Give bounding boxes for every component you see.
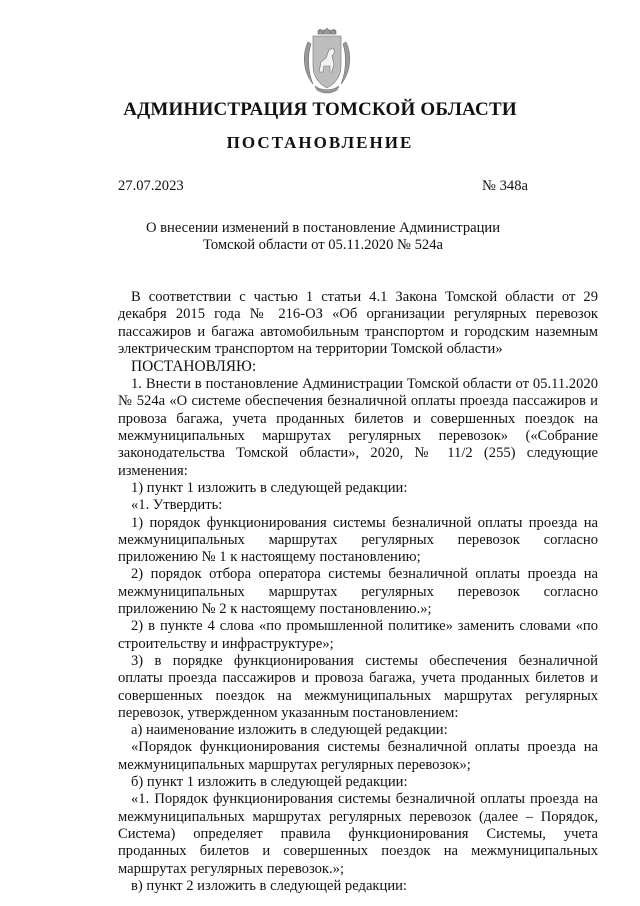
coat-of-arms-icon xyxy=(299,28,355,94)
body-paragraph: 1. Внести в постановление Администрации Томской области от 05.11.2020 № 524а «О системе обеспечения безналичной оплаты проезда пассажиров и провоза багажа, учета проданных билетов и совершенных поездок на межмуниципальных маршрутах регулярных перевозок» («Собрание законодательства Томской области», 2020, № 11/2 (255) следующие изменения: xyxy=(118,376,598,479)
organization-title: АДМИНИСТРАЦИЯ ТОМСКОЙ ОБЛАСТИ xyxy=(123,99,517,120)
body-paragraph: «1. Порядок функционирования системы безналичной оплаты проезда на межмуниципальных маршрутах регулярных перевозок (далее – Порядок, Система) определяет правила функционирования Системы, учета проданных билетов и совершенных поездок на межмуниципальных маршрутах регулярных перевозок.»; xyxy=(118,791,598,877)
document-number: № 348а xyxy=(482,178,528,194)
document-date: 27.07.2023 xyxy=(118,178,184,194)
body-paragraph: «1. Утвердить: xyxy=(131,497,223,514)
body-paragraph: 3) в порядке функционирования системы обеспечения безналичной оплаты проезда пассажиров и провоза багажа, учета проданных билетов и совершенных поездок на межмуниципальных маршрутах регулярных перевозок, утвержденном указанным постановлением: xyxy=(118,652,598,721)
document-type: ПОСТАНОВЛЕНИЕ xyxy=(226,133,414,152)
decree-word: ПОСТАНОВЛЯЮ: xyxy=(131,358,257,376)
body-paragraph: б) пункт 1 изложить в следующей редакции: xyxy=(131,774,408,791)
preamble-paragraph: В соответствии с частью 1 статьи 4.1 Закона Томской области от 29 декабря 2015 года № 216-ОЗ «Об организации регулярных перевозок пассажиров и багажа автомобильным транспортом и городским наземным электрическим транспортом на территории Томской области» xyxy=(118,289,598,357)
body-paragraph: 1) порядок функционирования системы безналичной оплаты проезда на межмуниципальных маршрутах регулярных перевозок согласно приложению № 1 к настоящему постановлению; xyxy=(118,514,598,566)
body-paragraph: 1) пункт 1 изложить в следующей редакции: xyxy=(131,479,408,496)
document-subject xyxy=(118,220,528,255)
document-body xyxy=(118,289,598,895)
body-paragraph: 2) порядок отбора оператора системы безналичной оплаты проезда на межмуниципальных маршрутах регулярных перевозок согласно приложению № 2 к настоящему постановлению.»; xyxy=(118,566,598,618)
subject-line: О внесении изменений в постановление Администрации xyxy=(145,220,501,236)
body-paragraph: в) пункт 2 изложить в следующей редакции: xyxy=(131,877,407,894)
body-paragraph: «Порядок функционирования системы безналичной оплаты проезда на межмуниципальных маршрутах регулярных перевозок»; xyxy=(118,739,598,773)
body-paragraph: 2) в пункте 4 слова «по промышленной политике» заменить словами «по строительству и инфраструктуре»; xyxy=(118,618,598,652)
subject-line: Томской области от 05.11.2020 № 524а xyxy=(203,237,443,254)
body-paragraph: а) наименование изложить в следующей редакции: xyxy=(131,722,448,739)
